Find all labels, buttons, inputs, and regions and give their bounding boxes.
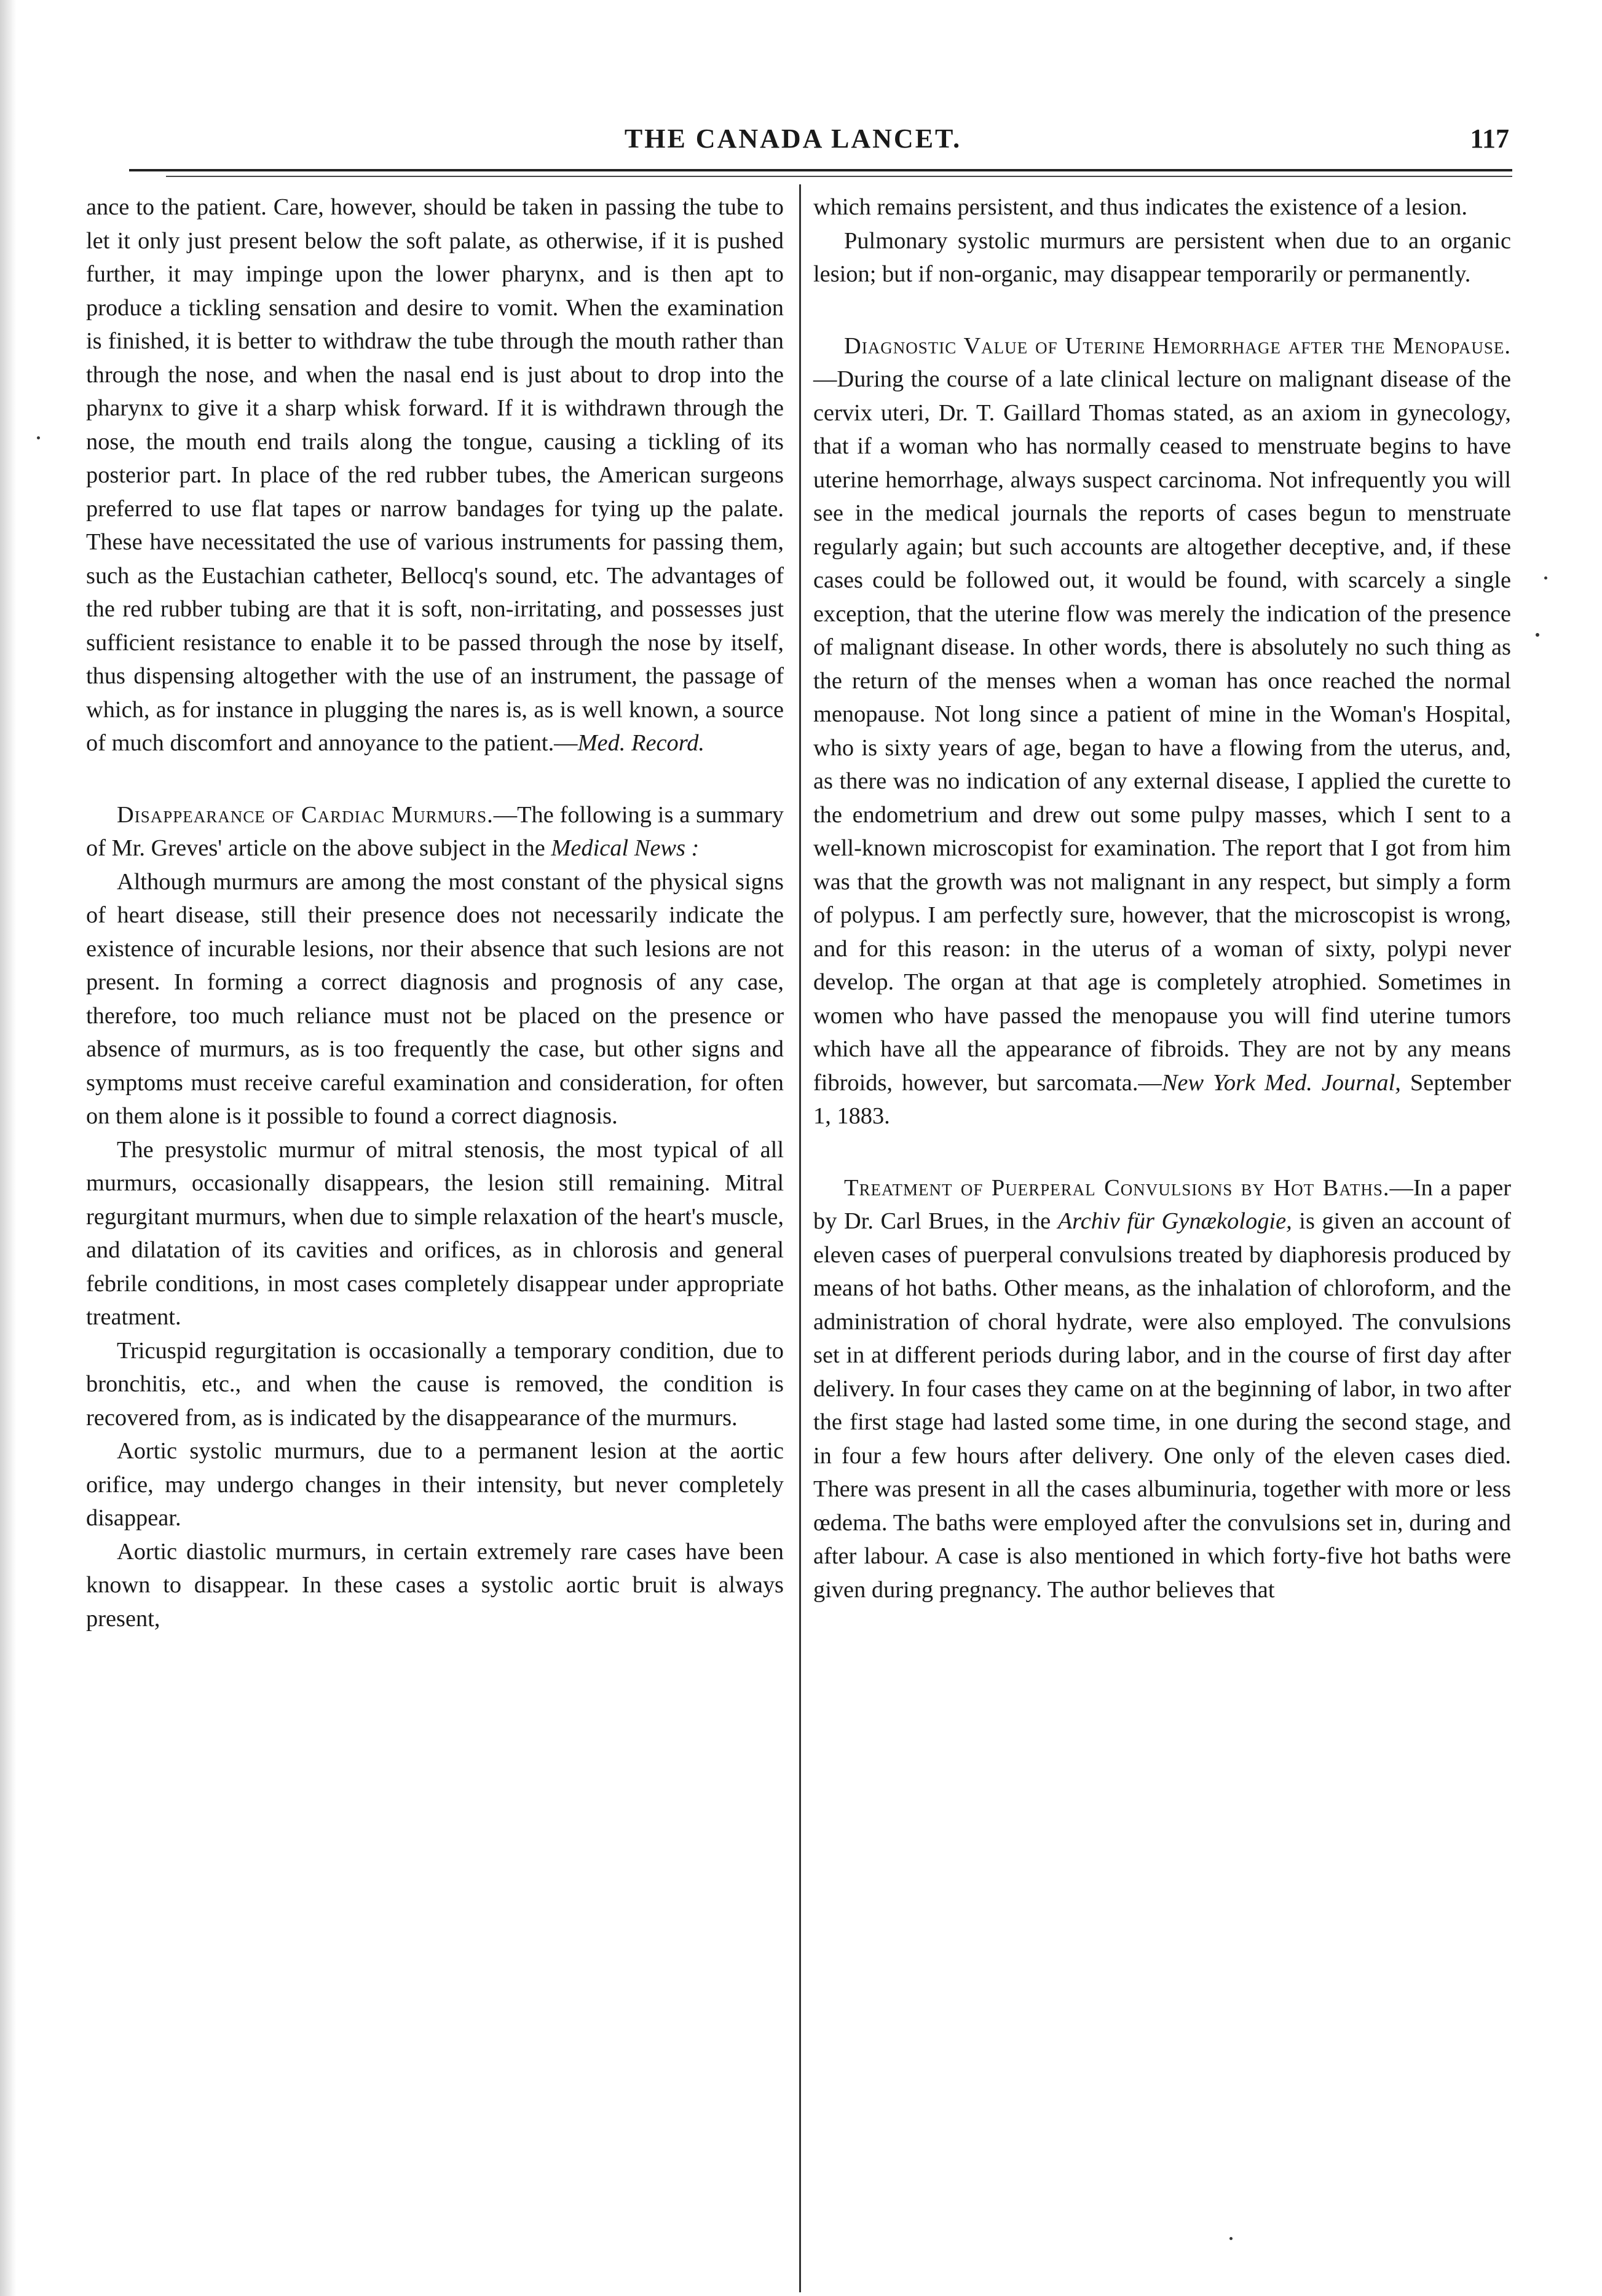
- paragraph: The presystolic murmur of mitral stenosis, the most typical of all murmurs, occasionally disappears, the lesion still remaining. Mitral regurgitant murmurs, when due to simple relaxation of the heart's muscle, and dilatation of its cavities and orifices, as in chlorosis and general febrile conditions, in most cases completely disappear under appropriate treatment.: [86, 1136, 784, 1330]
- paragraph-text: is given an account of eleven cases of puerperal convulsions treated by diaphoresis produced by means of hot baths. Other means, as the inhalation of chloroform, and the administration of choral hydrate, were also employed. The convulsions set in at different periods during labor, and in the course of first day after delivery. In four cases they came on at the beginning of labor, in two after the first stage had lasted some time, in one during the second stage, and in four a few hours after delivery. One only of the eleven cases died. There was present in all the cases albuminuria, together with more or less œdema. The baths were employed after the convulsions set in, during and after labour. A case is also mentioned in which forty-five hot baths were given during pregnancy. The author believes that: [813, 1208, 1511, 1603]
- article-uterine-hemorrhage: [813, 329, 1511, 1133]
- paragraph-text: —In a paper by Dr. Carl Brues, in the: [813, 1174, 1511, 1234]
- column-divider: [799, 184, 801, 2292]
- scan-speck: [1229, 2237, 1233, 2240]
- paragraph-text: ance to the patient. Care, however, should be taken in passing the tube to let it only just present below the soft palate, as otherwise, if it is pushed further, it may impinge upon the lower pharynx, and is then apt to produce a tickling sensation and desire to vomit. When the examination is finished, it is better to withdraw the tube through the mouth rather than through the nose, and when the nasal end is just about to drop into the pharynx to give it a sharp whisk forward. If it is withdrawn through the nose, the mouth end trails along the tongue, causing a tickling of its posterior part. In place of the red rubber tubes, the American surgeons preferred to use flat tapes or narrow bandages for tying up the palate. These have necessitated the use of various instruments for passing them, such as the Eustachian catheter, Bellocq's sound, etc. The advantages of the red rubber tubing are that it is soft, non-irritating, and possesses just sufficient resistance to enable it to be passed through the nose by itself, thus dispensing altogether with the use of an instrument, the passage of which, as for instance in plugging the nares is, as is well known, a source of much discomfort and annoyance to the patient.—: [86, 194, 784, 756]
- paragraph-text: —The following is a summary of Mr. Greves' article on the above subject in the: [86, 801, 784, 861]
- running-header: [77, 123, 1509, 166]
- right-column: [813, 191, 1511, 1606]
- paragraph: Aortic diastolic murmurs, in certain extremely rare cases have been known to disappear. In these cases a systolic aortic bruit is always present,: [86, 1538, 784, 1632]
- paragraph: which remains persistent, and thus indicates the existence of a lesion.: [813, 194, 1467, 220]
- citation-date: September 1, 1883.: [813, 1069, 1511, 1129]
- journal-title: THE CANADA LANCET.: [624, 124, 962, 154]
- scan-speck: [37, 436, 40, 439]
- section-heading-uterine-hemorrhage: Diagnostic Value of Uterine Hemorrhage after the Menopause.: [844, 332, 1511, 359]
- paragraph: Pulmonary systolic murmurs are persistent when due to an organic lesion; but if non-organic, may disappear temporarily or permanently.: [813, 227, 1511, 287]
- paragraph: Tricuspid regurgitation is occasionally a temporary condition, due to bronchitis, etc., and when the cause is removed, the condition is recovered from, as is indicated by the disappearance of the murmurs.: [86, 1337, 784, 1431]
- left-column: [86, 191, 784, 1635]
- header-rule-thick: [129, 169, 1512, 171]
- article-puerperal-convulsions: [813, 1171, 1511, 1607]
- article-continuation-paragraph: [86, 191, 784, 760]
- header-rule-thin: [166, 176, 1512, 177]
- scan-edge-shadow: [0, 0, 16, 2296]
- source-citation: New York Med. Journal,: [1161, 1069, 1401, 1096]
- scan-speck: [1544, 576, 1547, 580]
- source-citation: Med. Record.: [577, 730, 705, 756]
- paragraph: Although murmurs are among the most constant of the physical signs of heart disease, still their presence does not necessarily indicate the existence of incurable lesions, nor their absence that such lesions are not present. In forming a correct diagnosis and prognosis of any case, therefore, too much reliance must not be placed on the presence or absence of murmurs, as is too frequently the case, but other signs and symptoms must receive careful examination and consideration, for often on them alone is it possible to found a correct diagnosis.: [86, 868, 784, 1129]
- source-citation: Medical News :: [551, 835, 700, 861]
- scan-speck: [1536, 633, 1539, 637]
- paragraph-text: —During the course of a late clinical lecture on malignant disease of the cervix uteri, Dr. T. Gaillard Thomas stated, as an axiom in gynecology, that if a woman who has normally ceased to menstruate begins to have uterine hemorrhage, always suspect carcinoma. Not infrequently you will see in the medical journals the reports of cases begun to menstruate regularly again; but such accounts are altogether deceptive, and, if these cases could be followed out, it would be found, with scarcely a single exception, that the uterine flow was merely the indication of the presence of malignant disease. In other words, there is absolutely no such thing as the return of the menses when a woman has once reached the normal menopause. Not long since a patient of mine in the Woman's Hospital, who is sixty years of age, began to have a flowing from the uterus, and, as there was no indication of any external disease, I applied the curette to the endometrium and drew out some pulpy masses, which I sent to a well-known microscopist for examination. The report that I got from him was that the growth was not malignant in any respect, but simply a form of polypus. I am perfectly sure, however, that the microscopist is wrong, and for this reason: in the uterus of a woman of sixty, polypi never develop. The organ at that age is completely atrophied. Sometimes in women who have passed the menopause you will find uterine tumors which have all the appearance of fibroids. They are not by any means fibroids, however, but sarcomata.—: [813, 366, 1511, 1096]
- section-heading-puerperal-convulsions: Treatment of Puerperal Convulsions by Hot Baths.: [844, 1174, 1390, 1201]
- paragraph: Aortic systolic murmurs, due to a permanent lesion at the aortic orifice, may undergo changes in their intensity, but never completely disappear.: [86, 1438, 784, 1531]
- section-heading-cardiac-murmurs: Disappearance of Cardiac Murmurs.: [117, 801, 494, 828]
- page-number: 117: [1470, 124, 1509, 154]
- article-cardiac-murmurs-intro: [86, 798, 784, 865]
- journal-name: Archiv für Gynækologie,: [1057, 1208, 1292, 1234]
